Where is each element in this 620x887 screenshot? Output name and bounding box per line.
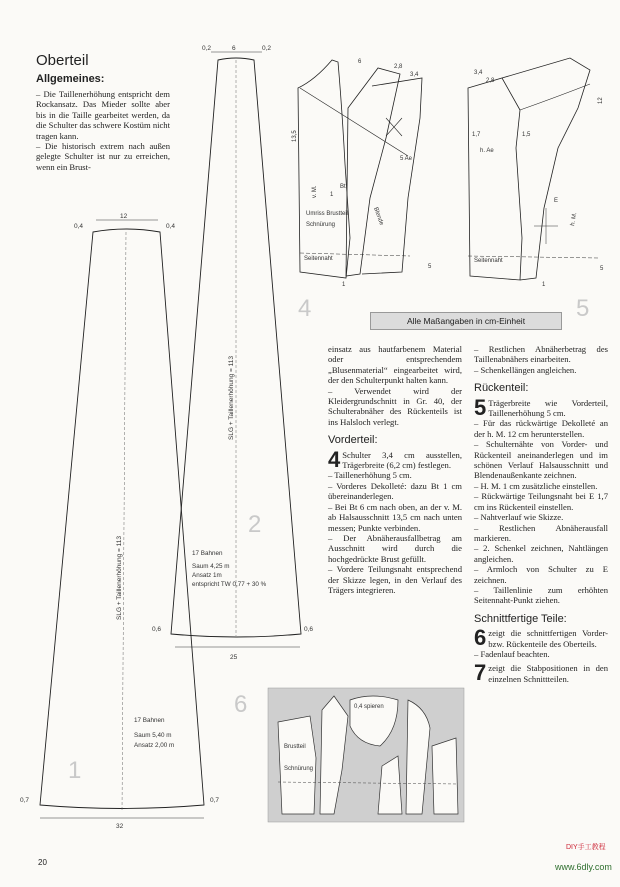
rueckenteil-paragraph: – Armloch von Schulter zu E zeichnen.: [474, 564, 608, 585]
fig4-label: 13,5: [292, 130, 298, 142]
fig5-label: E: [554, 198, 559, 204]
fig4-label: Seitennaht: [304, 256, 333, 262]
fig4-label: 3,4: [410, 72, 419, 78]
right-paragraph: – Schenkellängen angleichen.: [474, 364, 577, 375]
middle-paragraph: einsatz aus hautfarbenem Material oder entsprechendem „Blusenmaterial“ eingearbeitet wird, der den Schulterpunkt halten kann.: [328, 344, 462, 386]
fig2-entspricht: entspricht TW 0,77 + 30 %: [192, 581, 267, 588]
fig1-ansatz: Ansatz 2,00 m: [134, 742, 175, 749]
rueckenteil-paragraph: – Nahtverlauf wie Skizze.: [474, 512, 564, 523]
schnitt-item-extra: – Fadenlauf beachten.: [474, 648, 550, 659]
fig4-label: 1: [342, 282, 346, 288]
schnitt-item-number: 7: [474, 663, 487, 685]
fig4-number-wrap: [290, 288, 330, 322]
page-number: 20: [38, 858, 47, 867]
page-title: Oberteil: [36, 52, 89, 69]
vorderteil-number: 4: [328, 446, 341, 472]
vorderteil-paragraph: – Vordere Teilungsnaht entsprechend der Skizze legen, in den Verlauf des Trägers integrieren.: [328, 564, 462, 595]
fig4-label: Umriss Brustteil: [306, 211, 349, 217]
schnitt-item: [474, 663, 608, 684]
figure-4: [290, 48, 435, 288]
schnitt-item-number: 6: [474, 628, 487, 651]
fig5-number: 5: [576, 295, 590, 322]
schnitt-item: [474, 628, 608, 659]
schnitt-item-text: zeigt die Stabpositionen in den einzelnen Schnittteilen.: [488, 663, 608, 684]
fig2-ansatz: Ansatz 1m: [192, 572, 222, 579]
fig5-label: 1: [542, 282, 546, 288]
fig5-label: 1,5: [522, 132, 531, 138]
fig4-label: Schnürung: [306, 222, 336, 228]
rueckenteil-paragraph: – Schulternähte von Vorder- und Rückenteil aneinanderlegen und im schönen Verlauf Halsausschnitt und Blendenaußenkante zeichnen.: [474, 439, 608, 481]
fig1-bottom-left: 0,7: [20, 797, 30, 804]
fig4-label: 5 Ae: [400, 156, 413, 162]
fig2-bottom-width: 25: [230, 654, 238, 661]
fig4-label: v. M.: [312, 185, 318, 198]
schnitt-item-text: zeigt die schnittfertigen Vorder- bzw. Rückenteile des Oberteils.: [488, 628, 608, 649]
fig2-top-right: 0,2: [262, 45, 272, 52]
rueckenteil-paragraph: – 2. Schenkel zeichnen, Nahtlängen angleichen.: [474, 543, 608, 564]
fig5-label: 12: [598, 97, 604, 104]
fig1-bahnen: 17 Bahnen: [134, 717, 165, 724]
rueckenteil-paragraph: – Taillenlinie zum erhöhten Seitennaht-Punkt ziehen.: [474, 584, 608, 606]
fig1-top-right: 0,4: [166, 223, 176, 230]
rueckenteil-paragraph: Trägerbreite wie Vorderteil, Taillenerhöhung 5 cm.: [488, 397, 608, 419]
right-text-column: [474, 344, 608, 684]
fig2-top-width: 6: [232, 45, 236, 52]
fig4-label: Blende: [372, 206, 385, 227]
units-caption: Alle Maßangaben in cm-Einheit: [370, 312, 562, 330]
fig1-vertical-dim: SLG + Taillenerhöhung = 113: [116, 536, 123, 620]
vorderteil-heading: Vorderteil:: [328, 434, 378, 447]
fig4-label: Bt: [340, 184, 346, 190]
vorderteil-paragraph: – Der Abnäherausfallbetrag am Ausschnitt wird durch die hochgedrückte Brust gefüllt.: [328, 532, 462, 564]
rueckenteil-paragraph: – Rückwärtige Teilungsnaht bei E 1,7 cm ins Rückenteil einstellen.: [474, 491, 608, 512]
middle-text-column: [328, 344, 462, 595]
fig4-label: 2,8: [394, 64, 403, 70]
rueckenteil-paragraph: – H. M. 1 cm zusätzliche einstellen.: [474, 480, 598, 491]
middle-paragraph: – Verwendet wird der Kleidergrundschnitt in Gr. 40, der Schulterabnäher des Rückenteils ist ins Halsloch verlegt.: [328, 385, 462, 427]
fig4-label: 1: [330, 192, 334, 198]
fig1-number: 1: [68, 757, 82, 784]
fig6-label: 0,4 spieren: [354, 704, 384, 710]
watermark-logo: DIY手工教程: [566, 844, 606, 851]
schnittfertig-heading: Schnittfertige Teile:: [474, 612, 567, 625]
fig5-label: 5: [600, 266, 604, 272]
vorderteil-paragraph: Schulter 3,4 cm ausstellen, Trägerbreite (6,2 cm) festlegen.: [342, 449, 462, 471]
fig2-number: 2: [248, 511, 262, 538]
figure-1: [20, 213, 219, 830]
figure-5: [458, 48, 608, 288]
fig5-label: h. M.: [570, 212, 579, 227]
vorderteil-paragraph: – Vorderes Dekolleté: dazu Bt 1 cm übereinanderlegen.: [328, 480, 462, 502]
fig1-bottom-right: 0,7: [210, 797, 220, 804]
rueckenteil-number: 5: [474, 394, 487, 420]
fig2-saum: Saum 4,25 m: [192, 563, 230, 570]
rueckenteil-heading: Rückenteil:: [474, 382, 529, 395]
fig5-label: 3,4: [474, 70, 483, 76]
fig1-top-width: 12: [120, 213, 128, 220]
fig2-bottom-left: 0,6: [152, 626, 162, 633]
fig2-bottom-right: 0,6: [304, 626, 314, 633]
fig5-number-wrap: [570, 288, 610, 322]
fig4-number: 4: [298, 295, 312, 322]
right-paragraph: – Restlichen Abnäherbetrag des Taillenabnähers einarbeiten.: [474, 344, 608, 365]
general-subtitle: Allgemeines:: [36, 73, 105, 85]
fig6-number: 6: [234, 691, 248, 718]
fig5-label: h. Ae: [480, 148, 494, 154]
watermark-url: www.6dly.com: [555, 862, 612, 872]
fig4-label: 5: [428, 264, 432, 270]
fig5-label: Seitennaht: [474, 258, 503, 264]
fig1-bottom-width: 32: [116, 823, 124, 830]
fig6-label: Brustteil: [284, 744, 306, 750]
vorderteil-paragraph: – Bei Bt 6 cm nach oben, an der v. M. ab Halsausschnitt 13,5 cm nach unten messen; Punkte verbinden.: [328, 501, 462, 533]
fig2-vertical-dim: SLG + Taillenerhöhung = 113: [228, 356, 235, 440]
fig2-top-left: 0,2: [202, 45, 212, 52]
general-paragraph: – Die Taillenerhöhung entspricht dem Rockansatz. Das Mieder sollte aber bis in die Taille gearbeitet werden, da die Schulter das schwere Kostüm nicht tragen kann.: [36, 89, 170, 141]
vorderteil-paragraph: – Taillenerhöhung 5 cm.: [328, 470, 412, 481]
fig2-bahnen: 17 Bahnen: [192, 550, 223, 557]
rueckenteil-paragraph: – Für das rückwärtige Dekolleté an der h. M. 12 cm herunterstellen.: [474, 418, 608, 439]
fig1-top-left: 0,4: [74, 223, 84, 230]
fig6-label: Schnürung: [284, 766, 314, 772]
rueckenteil-paragraph: – Restlichen Abnäherausfall markieren.: [474, 522, 608, 543]
general-paragraph: – Die historisch extrem nach außen gelegte Schulter ist nur zu erreichen, wenn ein Brust-: [36, 141, 170, 172]
fig4-label: 6: [358, 59, 362, 65]
figure-6: [230, 686, 470, 826]
fig5-label: 1,7: [472, 132, 481, 138]
fig1-saum: Saum 5,40 m: [134, 732, 172, 739]
fig5-label: 2,8: [486, 78, 495, 84]
